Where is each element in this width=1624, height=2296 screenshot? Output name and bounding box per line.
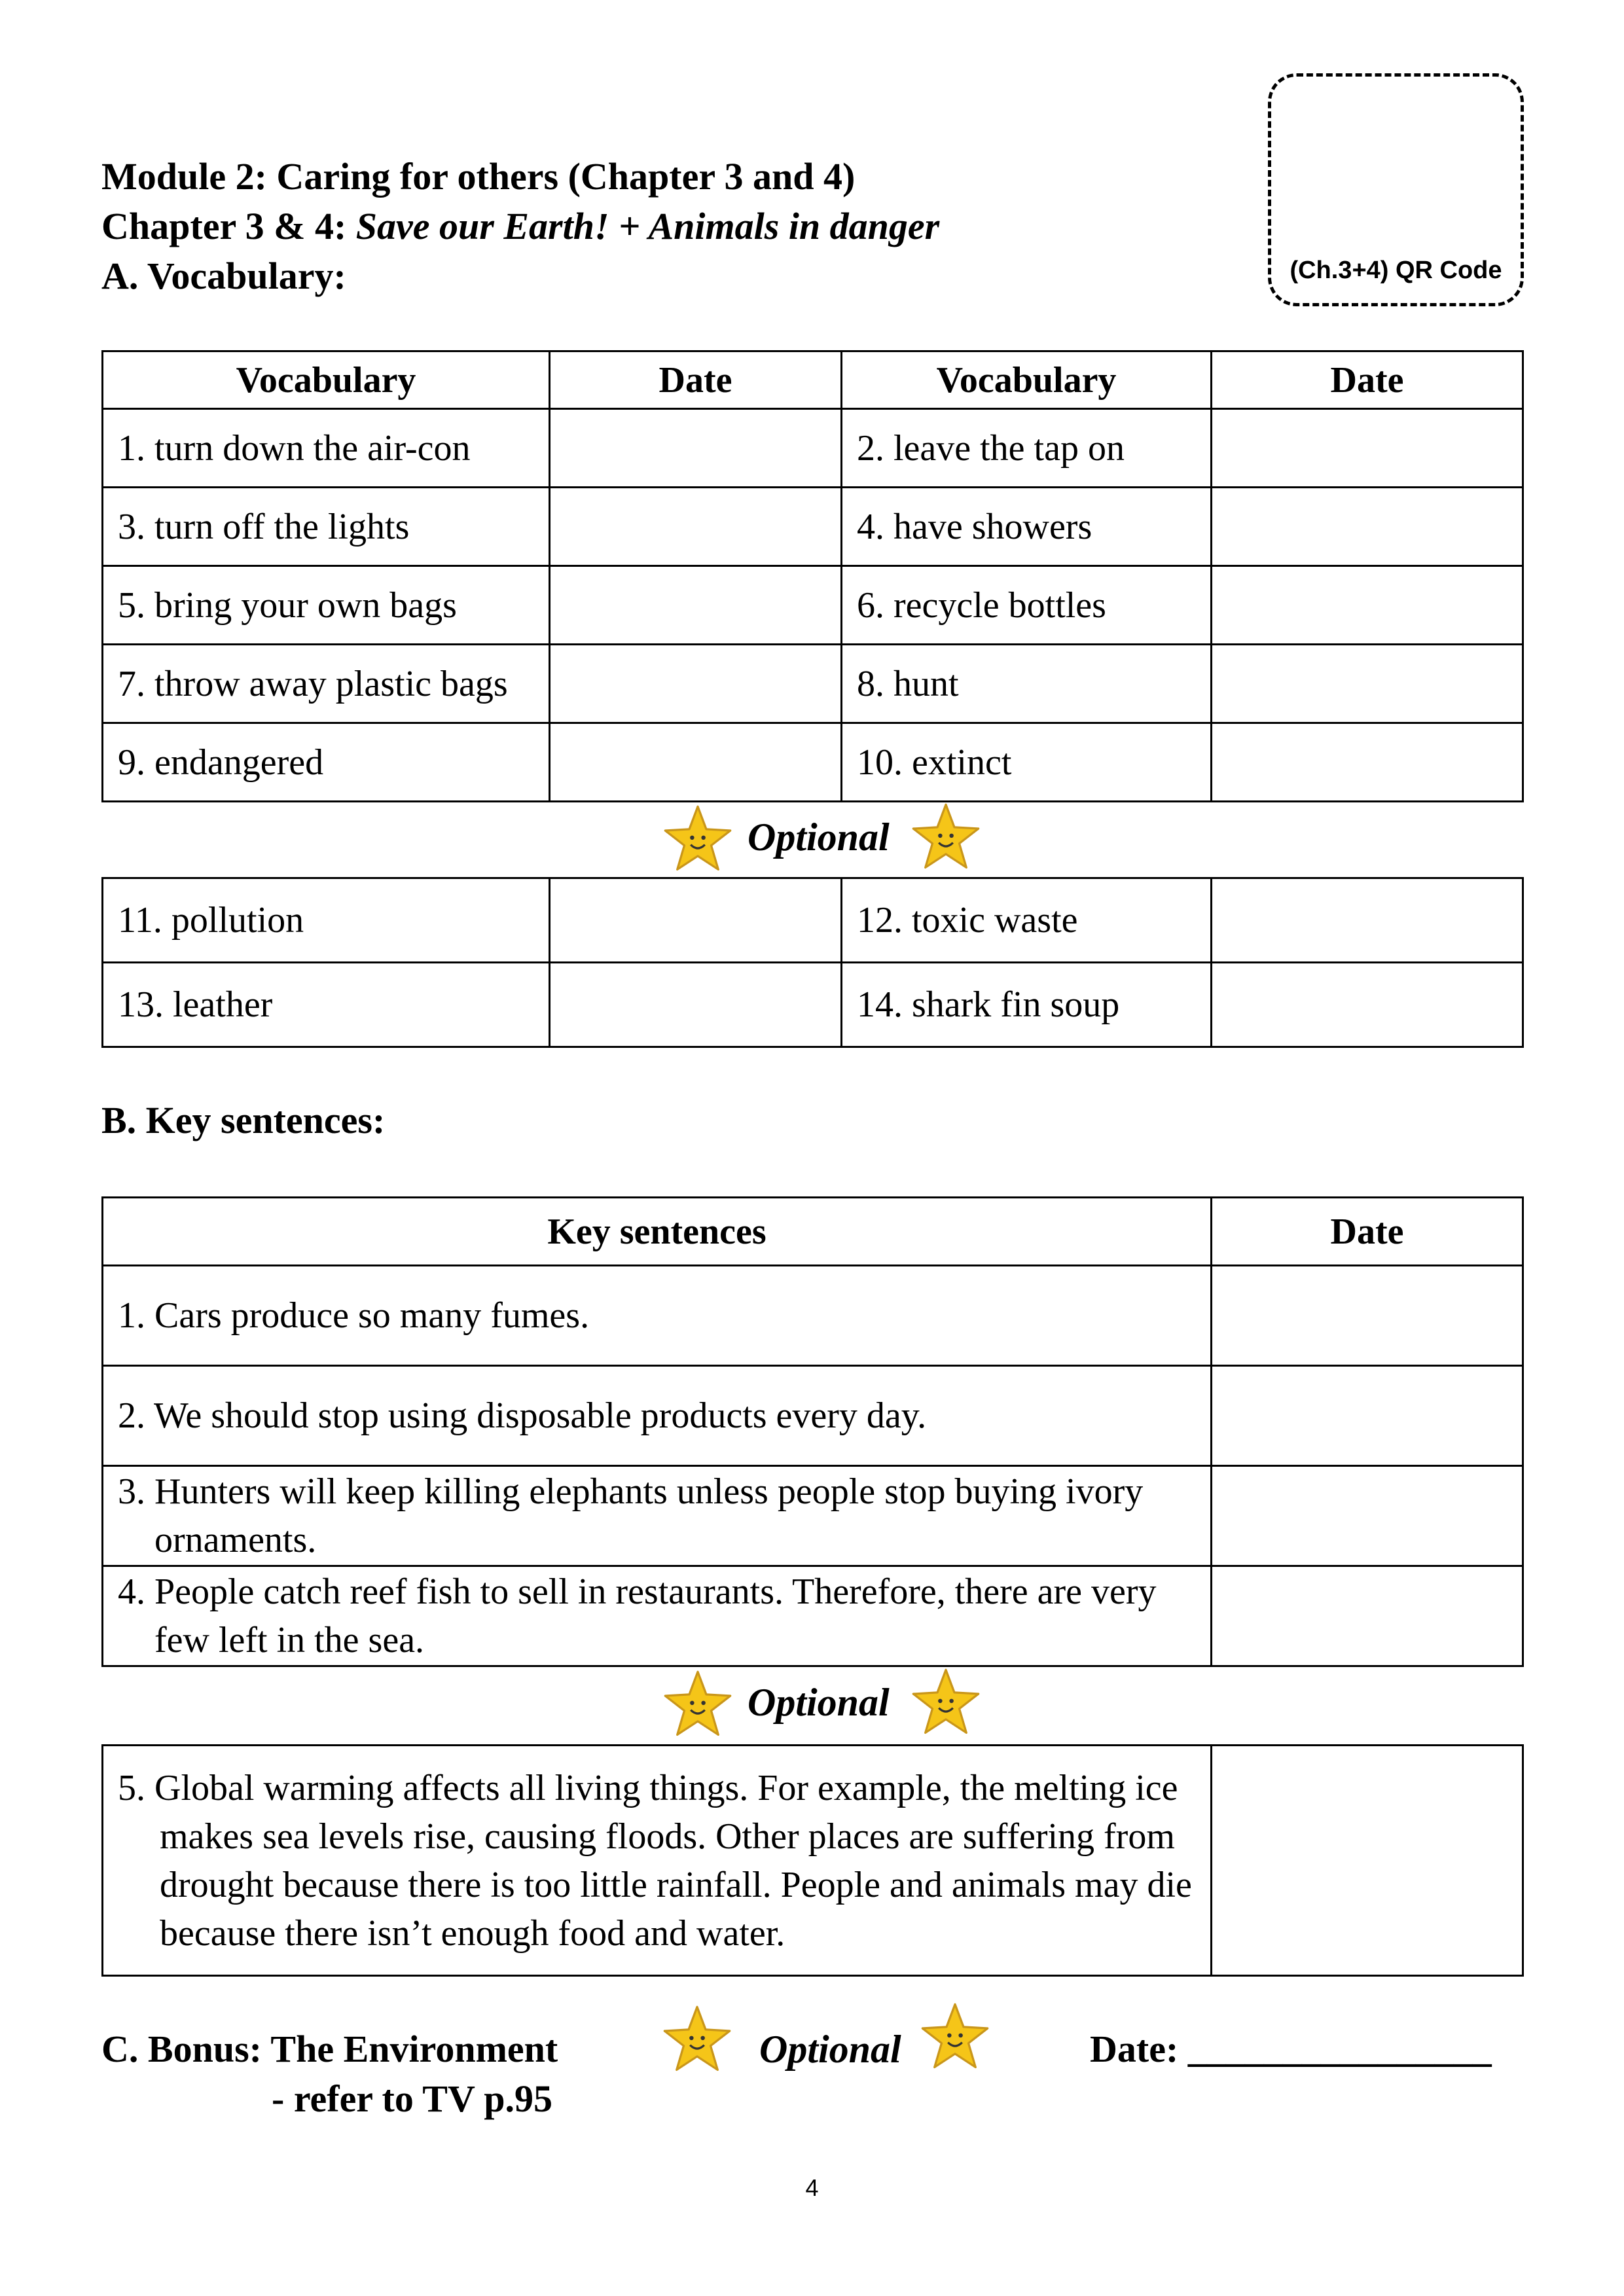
section-a-title: A. Vocabulary: [101, 255, 346, 297]
table-row [103, 488, 1523, 566]
table-row [103, 1266, 1523, 1366]
sentence-cell: 2. We should stop using disposable products every day. [103, 1366, 1212, 1466]
optional-label: Optional [759, 2028, 901, 2071]
date-cell[interactable] [550, 963, 842, 1047]
date-cell[interactable] [550, 645, 842, 723]
vocab-cell: 14. shark fin soup [842, 963, 1212, 1047]
vocab-cell: 2. leave the tap on [842, 409, 1212, 488]
section-b-title: B. Key sentences: [101, 1099, 386, 1141]
vocab-cell: 13. leather [103, 963, 550, 1047]
table-row [103, 1746, 1523, 1976]
table-row [103, 1466, 1523, 1566]
column-header: Date [1212, 351, 1523, 409]
smiley-star-icon [910, 1667, 982, 1738]
column-header: Date [1212, 1198, 1523, 1266]
vocab-cell: 5. bring your own bags [103, 566, 550, 645]
sentence-cell: 1. Cars produce so many fumes. [103, 1266, 1212, 1366]
smiley-star-icon [662, 1669, 734, 1740]
date-cell[interactable] [550, 409, 842, 488]
vocab-cell: 3. turn off the lights [103, 488, 550, 566]
bonus-date-field[interactable]: Date: ________________ [1090, 2028, 1492, 2070]
column-header: Vocabulary [842, 351, 1212, 409]
smiley-star-icon [910, 802, 982, 872]
sentence-cell: 4. People catch reef fish to sell in restaurants. Therefore, there are very few left in the sea. [103, 1566, 1212, 1666]
column-header: Vocabulary [103, 351, 550, 409]
date-cell[interactable] [1212, 1466, 1523, 1566]
date-cell[interactable] [1212, 1366, 1523, 1466]
table-row [103, 723, 1523, 802]
date-cell[interactable] [1212, 566, 1523, 645]
table-row [103, 1566, 1523, 1666]
date-cell[interactable] [550, 488, 842, 566]
table-header-row [103, 351, 1523, 409]
optional-sentence-table [101, 1744, 1524, 1977]
date-cell[interactable] [550, 566, 842, 645]
key-sentences-table [101, 1196, 1524, 1667]
optional-label: Optional [748, 1681, 890, 1724]
table-header-row [103, 1198, 1523, 1266]
vocab-cell: 1. turn down the air-con [103, 409, 550, 488]
date-cell[interactable] [1212, 488, 1523, 566]
sentence-cell: 5. Global warming affects all living things. For example, the melting ice makes sea levels rise, causing floods. Other places are suffering from drought because there is too little rainfall. People and animals may die because there isn’t enough food and water. [103, 1746, 1212, 1976]
table-row [103, 878, 1523, 963]
vocab-cell: 7. throw away plastic bags [103, 645, 550, 723]
chapter-title: Chapter 3 & 4: Save our Earth! + Animals in danger [101, 205, 940, 247]
vocab-cell: 8. hunt [842, 645, 1212, 723]
table-row [103, 963, 1523, 1047]
vocab-cell: 4. have showers [842, 488, 1212, 566]
table-row [103, 409, 1523, 488]
table-row [103, 566, 1523, 645]
column-header: Date [550, 351, 842, 409]
smiley-star-icon [662, 804, 734, 874]
date-cell[interactable] [1212, 1266, 1523, 1366]
date-cell[interactable] [1212, 1566, 1523, 1666]
date-cell[interactable] [1212, 1746, 1523, 1976]
chapter-subtitle: Save our Earth! + Animals in danger [355, 205, 940, 247]
smiley-star-icon [661, 2004, 733, 2075]
section-c-title: C. Bonus: The Environment [101, 2028, 558, 2070]
optional-vocabulary-table [101, 877, 1524, 1048]
vocabulary-table [101, 350, 1524, 802]
table-row [103, 645, 1523, 723]
date-cell[interactable] [550, 723, 842, 802]
vocab-cell: 11. pollution [103, 878, 550, 963]
section-c-subtitle: - refer to TV p.95 [272, 2077, 553, 2120]
date-cell[interactable] [1212, 878, 1523, 963]
date-cell[interactable] [1212, 645, 1523, 723]
date-cell[interactable] [550, 878, 842, 963]
date-cell[interactable] [1212, 409, 1523, 488]
sentence-cell: 3. Hunters will keep killing elephants unless people stop buying ivory ornaments. [103, 1466, 1212, 1566]
module-title: Module 2: Caring for others (Chapter 3 and 4) [101, 155, 856, 198]
page-number: 4 [805, 2174, 819, 2201]
vocab-cell: 12. toxic waste [842, 878, 1212, 963]
smiley-star-icon [919, 2001, 991, 2072]
column-header: Key sentences [103, 1198, 1212, 1266]
vocab-cell: 10. extinct [842, 723, 1212, 802]
vocab-cell: 6. recycle bottles [842, 566, 1212, 645]
date-cell[interactable] [1212, 963, 1523, 1047]
page-header [101, 152, 939, 301]
qr-code-label: (Ch.3+4) QR Code [1290, 257, 1502, 284]
optional-label: Optional [748, 816, 890, 859]
qr-code-placeholder [1268, 73, 1524, 306]
table-row [103, 1366, 1523, 1466]
vocab-cell: 9. endangered [103, 723, 550, 802]
date-cell[interactable] [1212, 723, 1523, 802]
